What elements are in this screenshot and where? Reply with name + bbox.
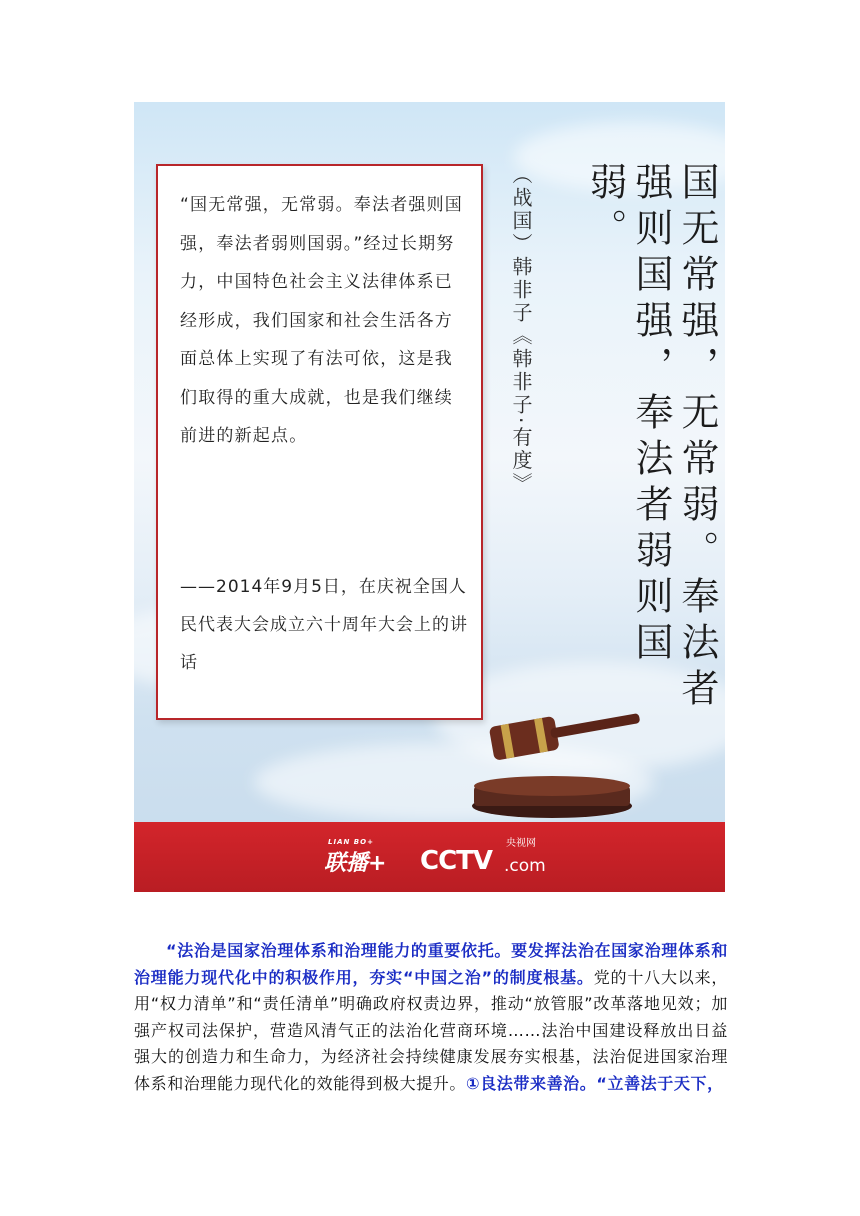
quote-source: ——2014年9月5日，在庆祝全国人民代表大会成立六十周年大会上的讲话	[180, 577, 468, 673]
cctv-logo: 央视网 CCTV .com	[420, 838, 546, 876]
article-paragraph	[134, 938, 728, 1097]
article-body: 党的十八大以来，用“权力清单”和“责任清单”明确政府权责边界，推动“放管服”改革落地见效；加强产权司法保护，营造风清气正的法治化营商环境……法治中国建设释放出日益强大的创造力和生命力，为经济社会持续健康发展夯实根基，法治促进国家治理体系和治理能力现代化的效能得到极大提升。	[134, 967, 728, 1093]
article-bold-lead: “法治是国家治理体系和治理能力的重要依托。要发挥法治在国家治理体系和治理能力现代化中的积极作用，夯实“中国之治”的制度根基。	[134, 941, 728, 987]
footer-band	[134, 822, 725, 892]
gavel-icon	[452, 702, 652, 822]
quote-card	[156, 164, 483, 720]
article-bold-point: ①良法带来善治。“立善法于天下，	[466, 1073, 724, 1093]
vertical-quote: 国无常强，无常弱。奉法者强则国强，奉法者弱则国弱。	[583, 162, 719, 714]
vertical-source: （战国）韩非子《韩非子·有度》	[509, 164, 533, 496]
quote-text: “国无常强，无常弱。奉法者强则国强，奉法者弱则国弱。”经过长期努力，中国特色社会主义法律体系已经形成，我们国家和社会生活各方面总体上实现了有法可依，这是我们取得的重大成就，也是我们继续前进的新起点。	[180, 195, 464, 446]
lianbo-logo: LIAN BO+ 联播+	[324, 838, 387, 876]
quote-poster	[134, 102, 725, 892]
